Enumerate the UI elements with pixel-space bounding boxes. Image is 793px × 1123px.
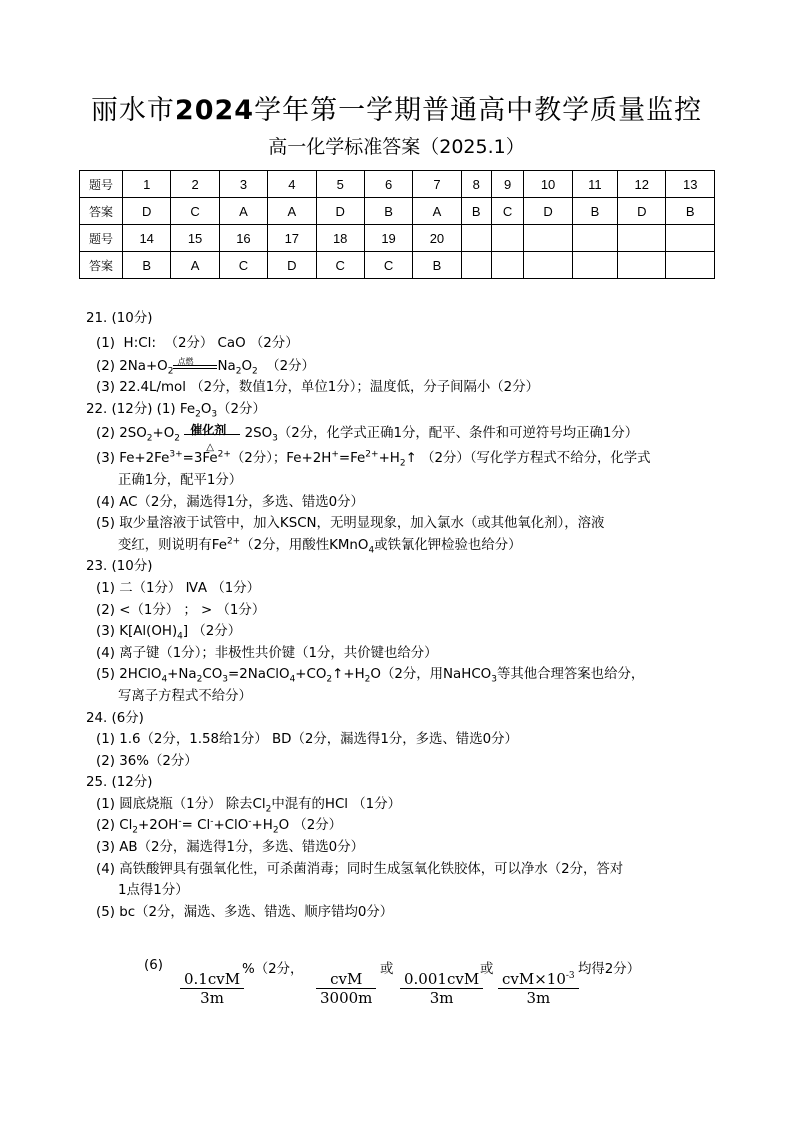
q25-6-tail: 均得2分） (578, 962, 641, 977)
table-row-label: 题号 (80, 171, 123, 198)
table-cell (572, 225, 617, 252)
table-cell (618, 252, 666, 279)
q24-line1: (1) 1.6（2分，1.58给1分） BD（2分，漏选得1分，多选、错选0分） (96, 732, 518, 748)
q23-line4: (4) 离子键（1分）；非极性共价键（1分，共价键也给分） (96, 645, 438, 661)
table-cell: 13 (666, 171, 715, 198)
table-cell: 14 (123, 225, 171, 252)
table-row-numbers (80, 171, 715, 198)
q25-head: 25. (12分) (86, 775, 153, 791)
title-year: 2024 (174, 95, 255, 126)
q25-6-percent: %（2分， (242, 962, 304, 977)
q22-head: 22. (12分) (1) $Fe_2O_3(2$分） (86, 401, 266, 420)
table-cell: D (618, 198, 666, 225)
table-cell (461, 252, 491, 279)
table-cell: 1 (123, 171, 171, 198)
table-cell (491, 225, 524, 252)
page-title (0, 88, 793, 127)
table-cell: 7 (413, 171, 461, 198)
table-cell: 11 (572, 171, 617, 198)
table-cell: 20 (413, 225, 461, 252)
q25-line4: (4) 高铁酸钾具有强氧化性，可杀菌消毒；同时生成氢氧化铁胶体，可以净水（2分，答对 (96, 861, 624, 877)
q23-line5: (5) $2HClO_4+Na_2CO_3=2NaClO_4+CO_2↑+H_2O(2$分，用NaHCO$_3$等其他合理答案也给分， (96, 667, 645, 685)
table-cell: B (123, 252, 171, 279)
q24-line2: (2) 36%（2分） (96, 753, 198, 769)
table-cell (572, 252, 617, 279)
table-cell (461, 225, 491, 252)
table-cell: 16 (219, 225, 267, 252)
table-cell: 12 (618, 171, 666, 198)
q22-line2: (2) $2SO_2+O_2$ 催化剂 △ $2SO_3(2$分，化学式正确1分，配平、条件和可逆符号均正确1分） (96, 423, 639, 454)
table-cell: 19 (364, 225, 412, 252)
table-cell: A (219, 198, 267, 225)
answer-table (79, 170, 715, 279)
q25-line1: (1) 圆底烧瓶（1分） 除去$Cl_2$中混有的HCl （1分） (96, 796, 401, 815)
table-cell: D (316, 198, 364, 225)
table-cell: 8 (461, 171, 491, 198)
table-cell: 3 (219, 171, 267, 198)
table-cell: 10 (524, 171, 572, 198)
q21-line3: (3) 22.4L/mol （2分，数值1分，单位1分）；温度低，分子间隔小（2分） (96, 380, 539, 396)
fraction-4: $cvM\times 10^{-3}$ 3m (498, 970, 579, 1007)
q23-line3: (3) $K[Al(OH)_4]$ （2分） (96, 624, 242, 642)
table-cell (666, 252, 715, 279)
q23-line5-cont: 写离子方程式不给分） (118, 688, 252, 704)
table-cell: B (572, 198, 617, 225)
q23-head: 23. (10分) (86, 559, 153, 575)
q21-line2: (2) $2Na+O_2$ 点燃 $Na_2O_2$ （2分） (96, 356, 315, 377)
table-cell: 15 (171, 225, 219, 252)
table-cell: 9 (491, 171, 524, 198)
q23-line1: (1) 二（1分） ⅣA （1分） (96, 580, 261, 596)
q25-6-or-2: 或 (480, 962, 494, 977)
table-cell (524, 252, 572, 279)
table-row-label: 题号 (80, 225, 123, 252)
fraction-1: 0.1cvM 3m (180, 970, 244, 1007)
q25-line4-cont: 1点得1分） (118, 883, 189, 899)
table-cell (666, 225, 715, 252)
q25-line5: (5) bc（2分，漏选、多选、错选、顺序错均0分） (96, 904, 394, 920)
table-cell: D (524, 198, 572, 225)
table-cell (618, 225, 666, 252)
table-row-numbers (80, 225, 715, 252)
table-cell: 6 (364, 171, 412, 198)
q22-line3: (3) $Fe+2Fe^{3+}=3Fe^{2+}(2$分）；$Fe+2H^+=Fe^{2+}+H_2↑$ （2分）（写化学方程式不给分，化学式 (96, 449, 651, 470)
table-cell: 18 (316, 225, 364, 252)
fraction-2: cvM 3000m (316, 970, 376, 1007)
q22-line3-cont: 正确1分，配平1分） (118, 472, 243, 488)
table-cell: B (413, 252, 461, 279)
table-row-label: 答案 (80, 198, 123, 225)
q25-6-label: (6) (144, 958, 163, 973)
table-cell: 2 (171, 171, 219, 198)
table-cell: A (413, 198, 461, 225)
table-cell (524, 225, 572, 252)
condition-arrow: 点燃 (173, 359, 217, 373)
answer-body (86, 308, 726, 923)
table-cell: 17 (268, 225, 316, 252)
table-cell: D (268, 252, 316, 279)
table-cell: A (268, 198, 316, 225)
table-row-answers (80, 252, 715, 279)
table-cell: B (461, 198, 491, 225)
q21-head: 21. (10分) (86, 311, 153, 326)
q25-line6 (140, 956, 740, 1026)
q25-line3: (3) AB（2分，漏选得1分，多选、错选0分） (96, 840, 364, 856)
table-cell: A (171, 252, 219, 279)
q24-head: 24. (6分) (86, 710, 144, 726)
q22-line4: (4) AC（2分，漏选得1分，多选、错选0分） (96, 494, 364, 510)
table-cell: C (316, 252, 364, 279)
q25-line2: (2) $Cl_2+2OH^-= Cl^-+ClO^-+H_2O$ （2分） (96, 817, 343, 837)
table-cell: C (171, 198, 219, 225)
table-cell: 5 (316, 171, 364, 198)
table-row-answers (80, 198, 715, 225)
table-cell: B (666, 198, 715, 225)
q23-line2: (2) <（1分） ； > （1分） (96, 602, 266, 618)
q22-line5-cont: 变红，则说明有$Fe^{2+}(2$分，用酸性KMnO$_4$或铁氰化钾检验也给分） (118, 536, 522, 556)
q21-line1: (1) H:Cl: （2分） CaO （2分） (96, 334, 299, 351)
table-cell (491, 252, 524, 279)
table-cell: C (491, 198, 524, 225)
q22-line5: (5) 取少量溶液于试管中，加入KSCN，无明显现象，加入氯水（或其他氧化剂），溶液 (96, 516, 605, 532)
title-suffix: 学年第一学期普通高中教学质量监控 (254, 95, 703, 126)
table-cell: C (219, 252, 267, 279)
q25-6-or-1: 或 (380, 962, 394, 977)
table-cell: B (364, 198, 412, 225)
page-subtitle: 高一化学标准答案（2025.1） (268, 136, 525, 158)
fraction-3: 0.001cvM 3m (400, 970, 483, 1007)
table-row-label: 答案 (80, 252, 123, 279)
title-prefix: 丽水市 (90, 95, 175, 126)
catalyst-arrow: 催化剂 △ (184, 422, 240, 444)
table-cell: C (364, 252, 412, 279)
table-cell: D (123, 198, 171, 225)
table-cell: 4 (268, 171, 316, 198)
